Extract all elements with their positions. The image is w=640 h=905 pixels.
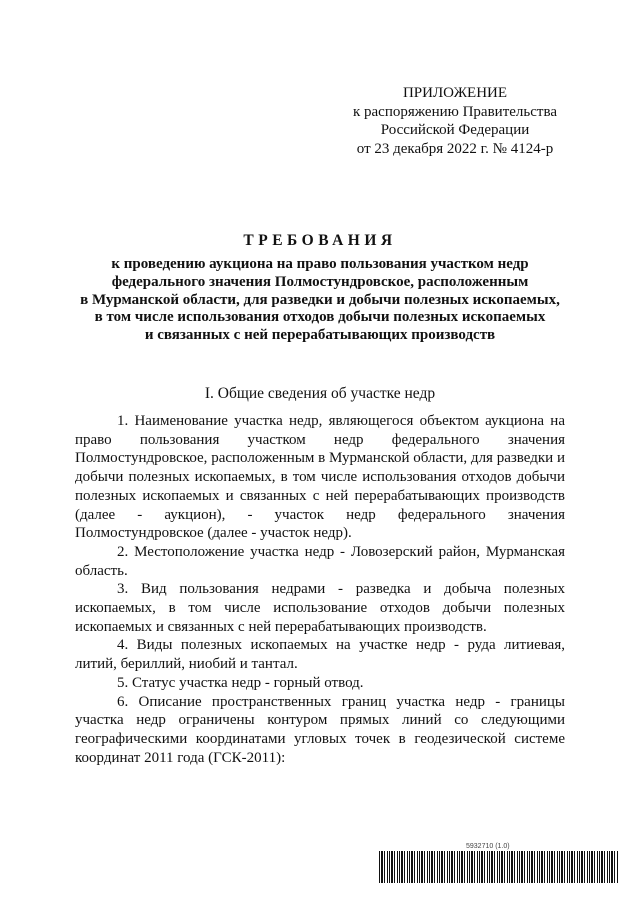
document-title: ТРЕБОВАНИЯ [243,232,397,249]
paragraph-3: 3. Вид пользования недрами - разведка и добыча полезных ископаемых, в том числе использование отходов добычи полезных ископаемых и связанных с ней перерабатывающих производств. [75,581,565,635]
subtitle-line: в Мурманской области, для разведки и добычи полезных ископаемых, [80,291,560,308]
paragraph-4: 4. Виды полезных ископаемых на участке недр - руда литиевая, литий, бериллий, ниобий и тантал. [75,637,565,673]
subtitle-line: федерального значения Полмостундровское, расположенным [111,273,529,290]
paragraph-2: 2. Местоположение участка недр - Ловозерский район, Мурманская область. [75,543,565,579]
appendix-authority: Российской Федерации [380,122,530,138]
document-body [75,412,565,767]
subtitle-line: и связанных с ней перерабатывающих производств [144,327,496,344]
appendix-date-number: от 23 декабря 2022 г. № 4124-р [356,140,554,157]
document-subtitle [62,256,578,345]
appendix-header [300,84,610,158]
barcode [379,851,619,883]
paragraph-6: 6. Описание пространственных границ участка недр - границы участка недр ограничены контуром прямых линий со следующими географическими координатами угловых точек в геодезической системе координат 2011 года (ГСК-2011): [75,693,565,766]
subtitle-line: к проведению аукциона на право пользования участком недр [111,256,529,272]
paragraph-1: 1. Наименование участка недр, являющегося объектом аукциона на право пользования участком недр федерального значения Полмостундровское, расположенным в Мурманской области, для разведки и добычи полезных ископаемых, в том числе использования отходов добычи полезных ископаемых и связанных с ней перерабатывающих производств (далее - аукцион), - участок недр федерального значения Полмостундровское (далее - участок недр). [75,413,565,542]
barcode-number: 5932710 (1.0) [466,843,510,850]
subtitle-line: в том числе использования отходов добычи полезных ископаемых [94,309,546,326]
appendix-reference: к распоряжению Правительства [352,103,557,120]
paragraph-5: 5. Статус участка недр - горный отвод. [117,674,364,691]
section-heading: I. Общие сведения об участке недр [204,385,436,402]
appendix-label: ПРИЛОЖЕНИЕ [402,85,508,101]
